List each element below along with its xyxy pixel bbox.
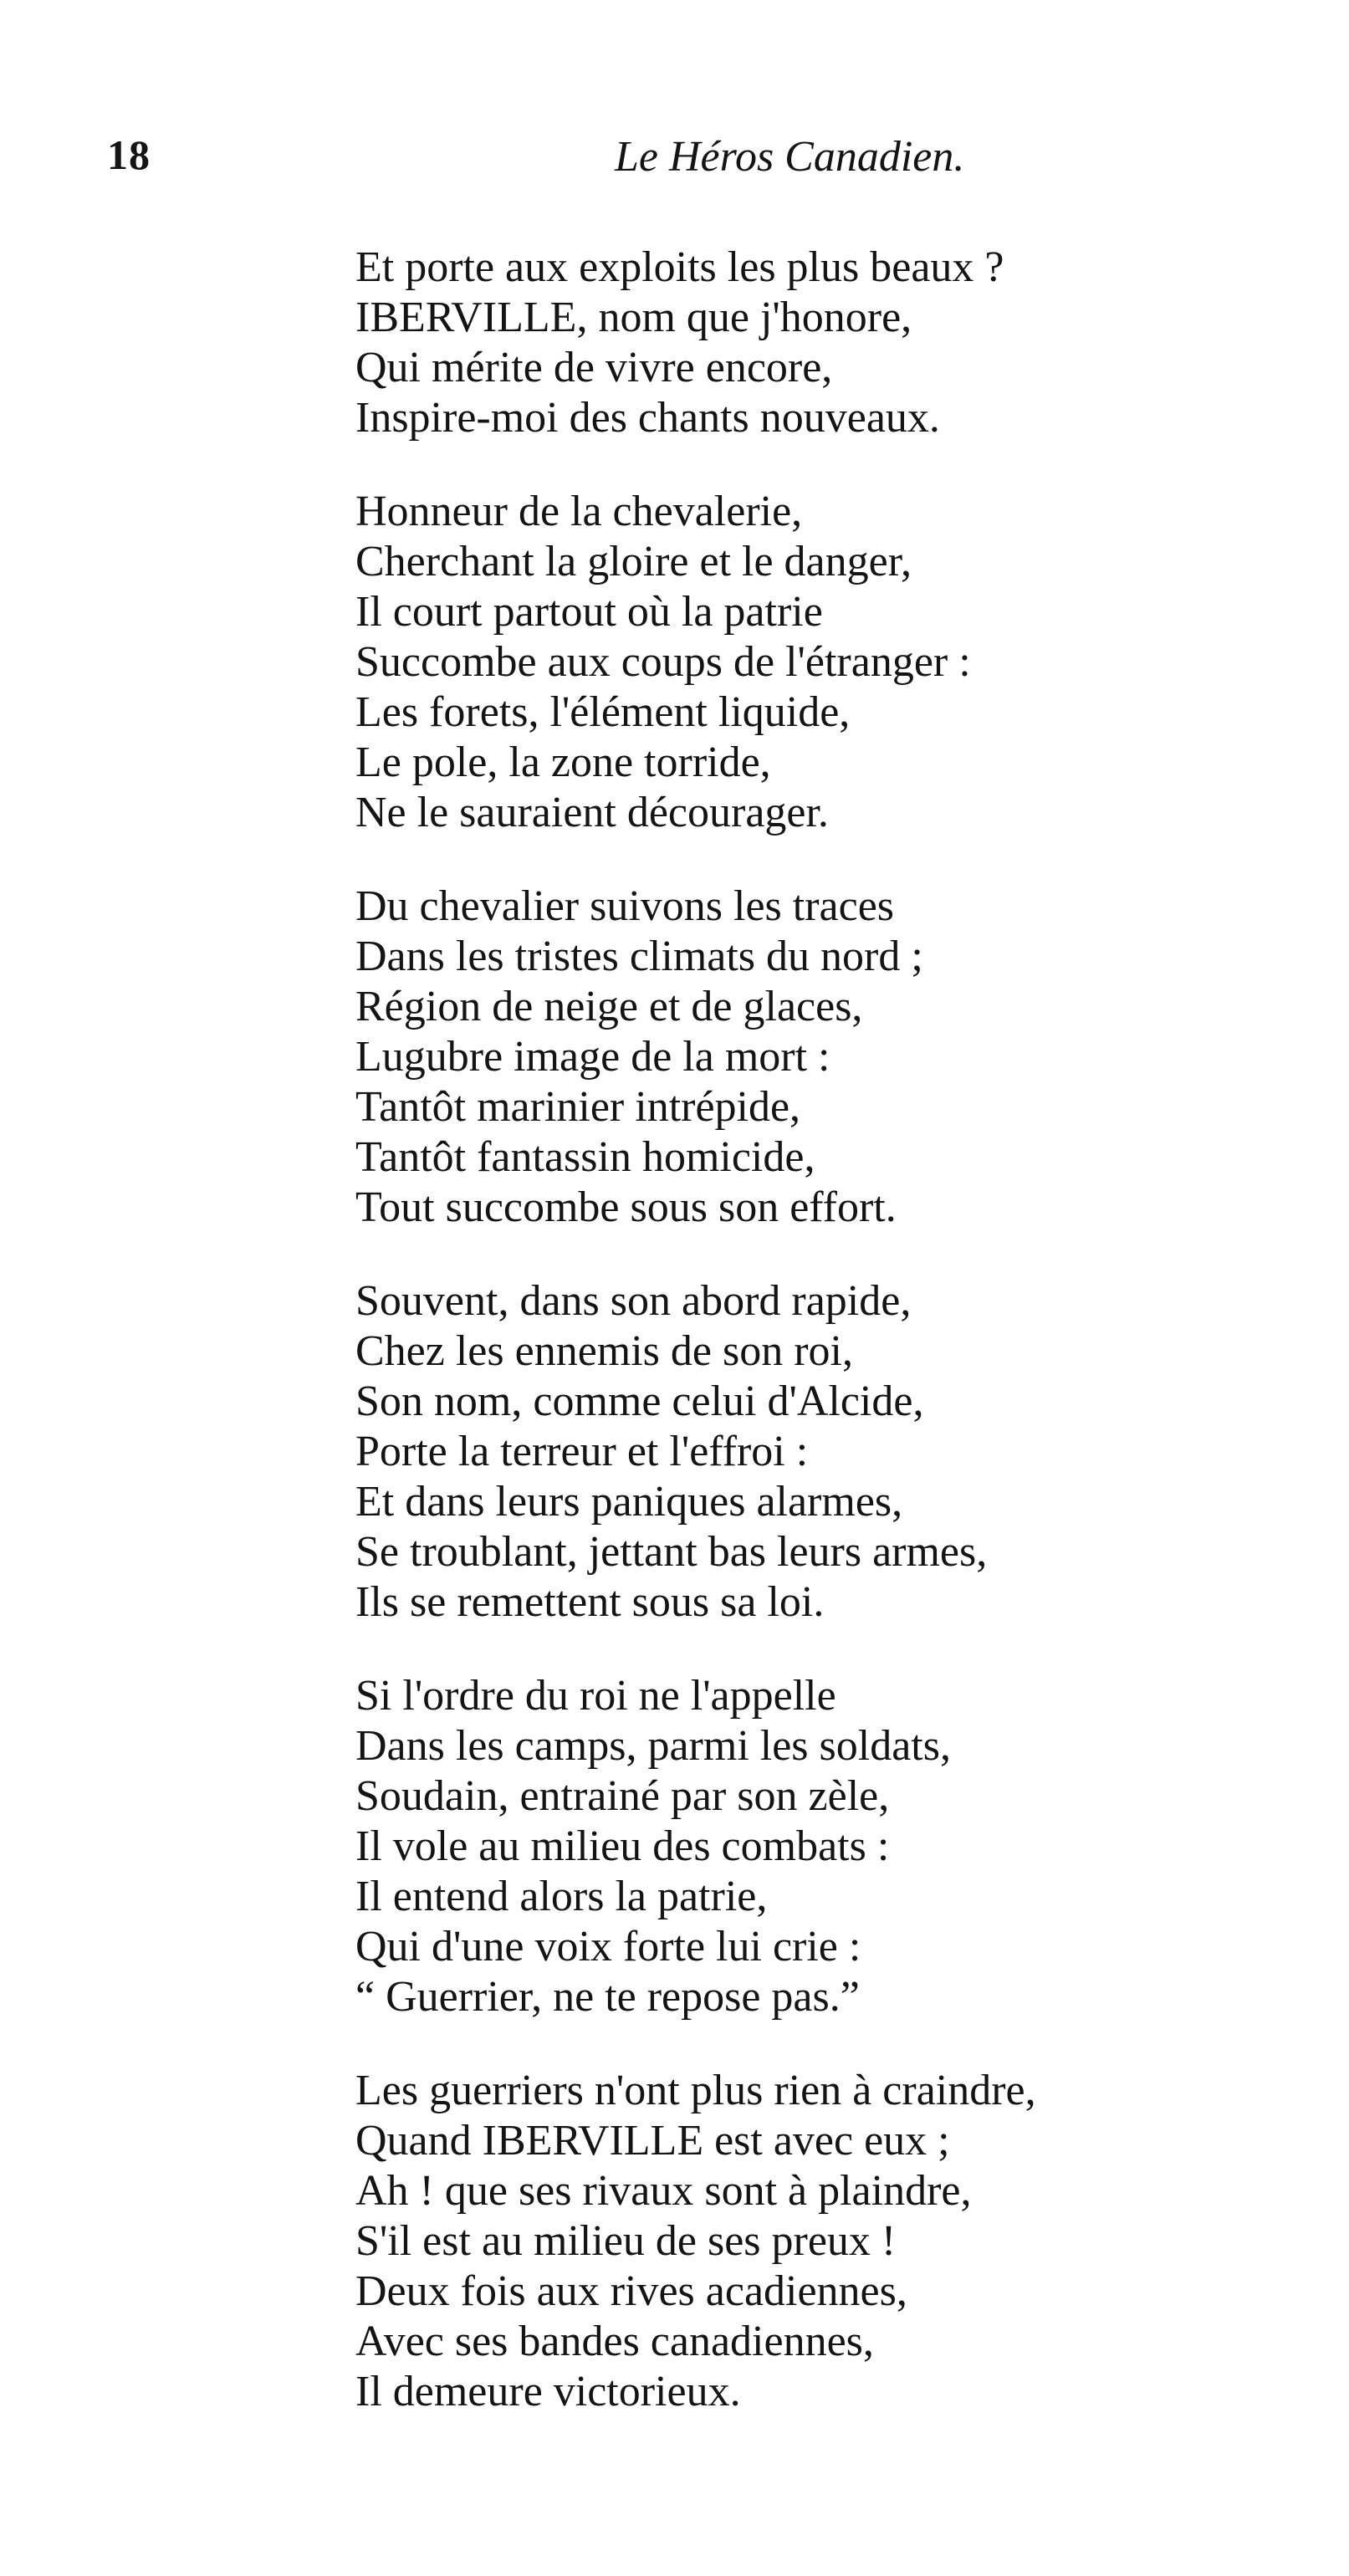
poem-line: Et porte aux exploits les plus beaux ?	[355, 243, 1004, 291]
poem-line: Succombe aux coups de l'étranger :	[355, 638, 971, 686]
poem-line: Soudain, entrainé par son zèle,	[355, 1772, 890, 1820]
poem-line: Du chevalier suivons les traces	[355, 882, 895, 930]
poem-line: Il demeure victorieux.	[355, 2368, 741, 2415]
page-number: 18	[107, 131, 151, 178]
poem-line: Tout succombe sous son effort.	[355, 1183, 897, 1231]
poem-line: Les forets, l'élément liquide,	[355, 688, 851, 736]
poem-line: Il court partout où la patrie	[355, 588, 823, 636]
running-title: Le Héros Canadien.	[615, 133, 965, 181]
poem-line: Inspire-moi des chants nouveaux.	[355, 394, 940, 442]
poem-line: Dans les tristes climats du nord ;	[355, 933, 923, 980]
poem-line: Chez les ennemis de son roi,	[355, 1327, 853, 1375]
poem-line: Honneur de la chevalerie,	[355, 488, 803, 535]
poem-line: Dans les camps, parmi les soldats,	[355, 1722, 951, 1770]
stanza-5	[355, 1671, 1317, 2022]
poem-line: Son nom, comme celui d'Alcide,	[355, 1377, 924, 1425]
poem-line: S'il est au milieu de ses preux !	[355, 2217, 897, 2265]
poem-line: IBERVILLE, nom que j'honore,	[355, 294, 912, 341]
poem	[355, 243, 1317, 2417]
poem-line: Porte la terreur et l'effroi :	[355, 1428, 809, 1475]
poem-line: Qui mérite de vivre encore,	[355, 344, 833, 391]
poem-line: Souvent, dans son abord rapide,	[355, 1277, 912, 1325]
poem-line: Le pole, la zone torride,	[355, 739, 771, 786]
poem-line: Si l'ordre du roi ne l'appelle	[355, 1672, 836, 1720]
poem-line: Les guerriers n'ont plus rien à craindre,	[355, 2067, 1036, 2114]
poem-line: Cherchant la gloire et le danger,	[355, 538, 912, 585]
stanza-1	[355, 243, 1317, 443]
poem-line: Lugubre image de la mort :	[355, 1033, 830, 1081]
poem-line: Et dans leurs paniques alarmes,	[355, 1478, 903, 1526]
stanza-6	[355, 2066, 1317, 2417]
poem-line: Tantôt marinier intrépide,	[355, 1083, 801, 1131]
poem-line: Deux fois aux rives acadiennes,	[355, 2267, 907, 2315]
stanza-4	[355, 1276, 1317, 1628]
poem-line: Se troublant, jettant bas leurs armes,	[355, 1528, 988, 1576]
stanza-2	[355, 487, 1317, 838]
poem-line: Tantôt fantassin homicide,	[355, 1133, 815, 1181]
stanza-3	[355, 882, 1317, 1233]
poem-line: Avec ses bandes canadiennes,	[355, 2318, 874, 2365]
poem-line: Ils se remettent sous sa loi.	[355, 1578, 825, 1626]
poem-line: Région de neige et de glaces,	[355, 983, 863, 1030]
poem-line: Il vole au milieu des combats :	[355, 1822, 890, 1870]
poem-line: Qui d'une voix forte lui crie :	[355, 1923, 861, 1970]
poem-line: Ne le sauraient décourager.	[355, 789, 829, 836]
poem-line: Ah ! que ses rivaux sont à plaindre,	[355, 2167, 972, 2215]
poem-line: Il entend alors la patrie,	[355, 1873, 768, 1920]
poem-line: Quand IBERVILLE est avec eux ;	[355, 2117, 950, 2165]
poem-line: “ Guerrier, ne te repose pas.”	[355, 1973, 860, 2021]
